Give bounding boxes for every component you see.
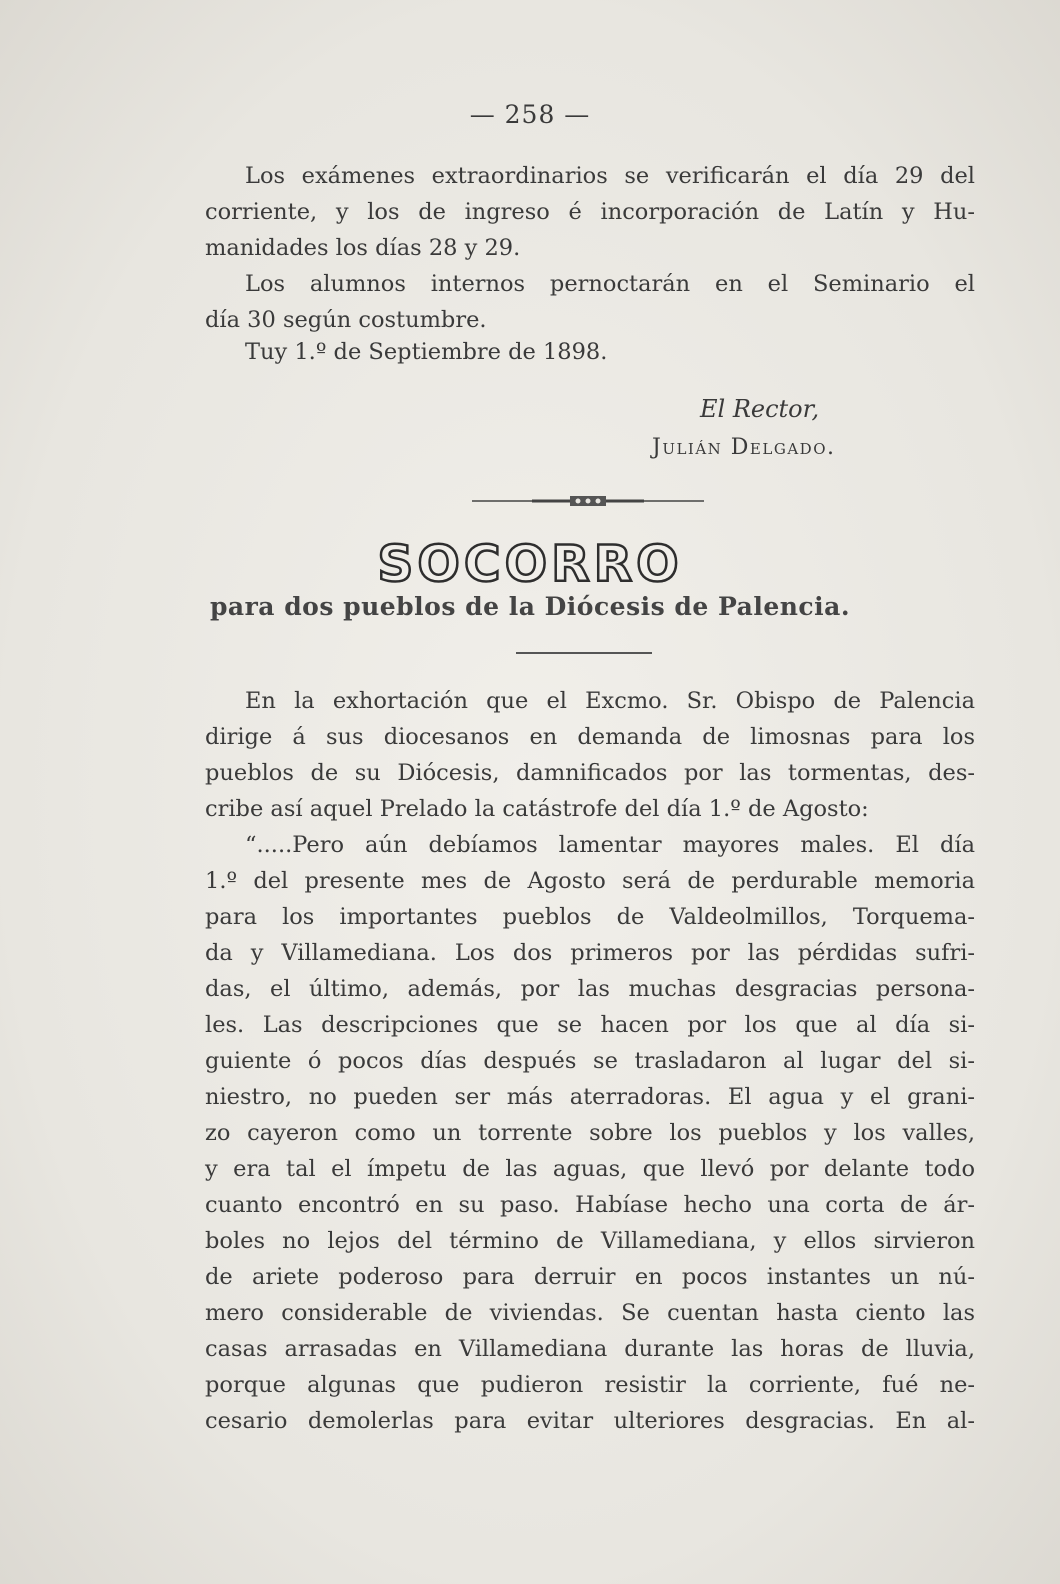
intro-paragraph-2 (205, 266, 975, 338)
text-line: zo cayeron como un torrente sobre los pueblos y los valles, (205, 1120, 975, 1146)
quote-paragraph (205, 827, 975, 1439)
text-line: 1.º del presente mes de Agosto será de perdurable memoria (205, 868, 975, 894)
text-line: manidades los días 28 y 29. (205, 235, 521, 261)
ornamental-divider (472, 494, 704, 508)
text-line: casas arrasadas en Villamediana durante las horas de lluvia, (205, 1336, 975, 1362)
text-line: boles no lejos del término de Villamediana, y ellos sirvieron (205, 1228, 975, 1254)
text-line: cribe así aquel Prelado la catástrofe del día 1.º de Agosto: (205, 796, 869, 822)
text-line: cesario demolerlas para evitar ulteriores desgracias. En al- (205, 1408, 975, 1434)
text-line: “.....Pero aún debíamos lamentar mayores males. El día (245, 832, 975, 858)
text-line: da y Villamediana. Los dos primeros por las pérdidas sufri- (205, 940, 975, 966)
text-line: cuanto encontró en su paso. Habíase hecho una corta de ár- (205, 1192, 975, 1218)
place-date (205, 334, 975, 370)
text-line: niestro, no pueden ser más aterradoras. El agua y el grani- (205, 1084, 975, 1110)
text-line: mero considerable de viviendas. Se cuentan hasta ciento las (205, 1300, 975, 1326)
text-line: les. Las descripciones que se hacen por los que al día si- (205, 1012, 975, 1038)
text-line: Tuy 1.º de Septiembre de 1898. (245, 339, 608, 365)
intro-paragraph-1 (205, 158, 975, 266)
signature-name: Julián Delgado. (652, 435, 836, 460)
text-line: pueblos de su Diócesis, damnificados por las tormentas, des- (205, 760, 975, 786)
text-line: porque algunas que pudieron resistir la corriente, fué ne- (205, 1372, 975, 1398)
text-line: guiente ó pocos días después se trasladaron al lugar del si- (205, 1048, 975, 1074)
body-paragraph-1 (205, 683, 975, 827)
text-line: En la exhortación que el Excmo. Sr. Obispo de Palencia (245, 688, 975, 714)
text-line: corriente, y los de ingreso é incorporación de Latín y Hu- (205, 199, 975, 225)
text-line: para los importantes pueblos de Valdeolmillos, Torquema- (205, 904, 975, 930)
headline: SOCORRO (377, 535, 683, 593)
signature-title: El Rector, (700, 395, 820, 423)
text-line: día 30 según costumbre. (205, 307, 487, 333)
text-line: Los exámenes extraordinarios se verificarán el día 29 del (245, 163, 975, 189)
text-line: das, el último, además, por las muchas desgracias persona- (205, 976, 975, 1002)
page-number: — 258 — (469, 100, 591, 129)
text-line: y era tal el ímpetu de las aguas, que llevó por delante todo (205, 1156, 975, 1182)
section-divider (516, 652, 652, 654)
text-line: Los alumnos internos pernoctarán en el Seminario el (245, 271, 975, 297)
text-line: dirige á sus diocesanos en demanda de limosnas para los (205, 724, 975, 750)
subheadline: para dos pueblos de la Diócesis de Palencia. (209, 592, 851, 621)
text-line: de ariete poderoso para derruir en pocos instantes un nú- (205, 1264, 975, 1290)
